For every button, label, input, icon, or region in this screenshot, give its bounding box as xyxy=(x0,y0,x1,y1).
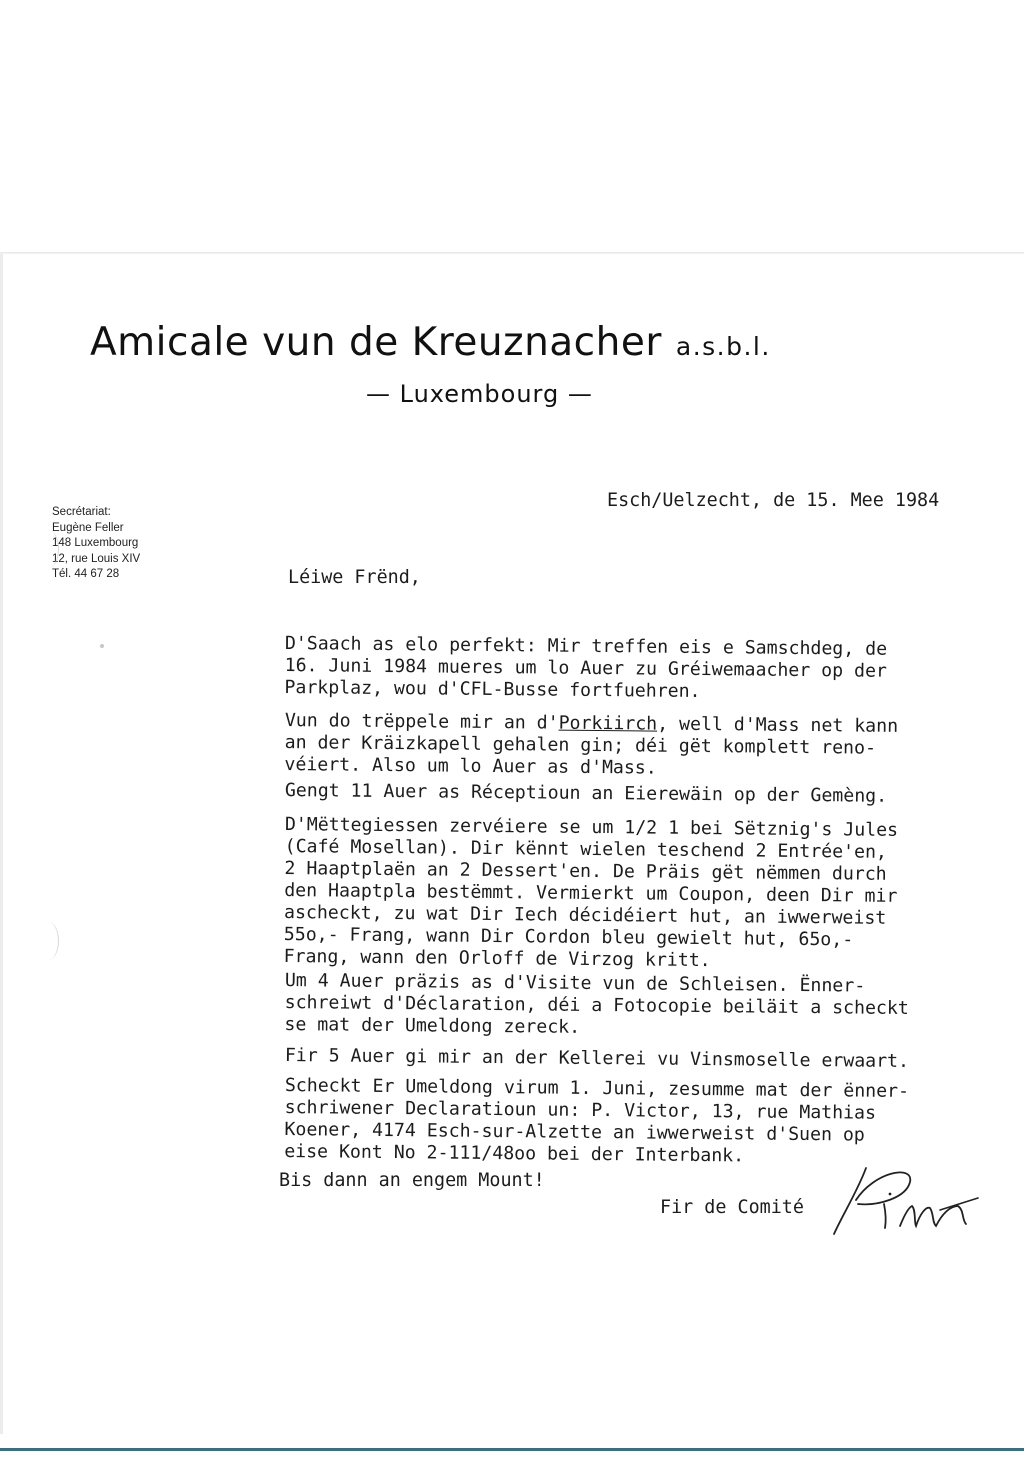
secretariat-postcode: 148 Luxembourg xyxy=(52,537,139,550)
letter-line: Koener, 4174 Esch-sur-Alzette an iwwerweist d'Suen op xyxy=(284,1118,865,1146)
letter-line: véiert. Also um lo Auer as d'Mass. xyxy=(284,753,657,779)
letter-line: ascheckt, zu wat Dir Iech décidéiert hut, an iwwerweist xyxy=(283,901,887,929)
letter-paragraph xyxy=(284,633,1023,706)
letter-paragraph xyxy=(285,780,1023,809)
letter-signoff: Fir de Comité xyxy=(660,1197,804,1218)
paper-left-edge xyxy=(0,254,3,1434)
letter-paragraph xyxy=(284,814,1023,975)
paper-speck xyxy=(100,644,104,648)
letter-line: schreiwt d'Déclaration, déi a Fotocopie beiläit a scheckt xyxy=(284,991,909,1019)
letter-line: 16. Juni 1984 mueres um lo Auer zu Gréiwemaacher op der xyxy=(284,654,888,682)
letter-paragraph xyxy=(284,1075,1023,1170)
letter-line: Um 4 Auer präzis as d'Visite vun de Schleisen. Ënner- xyxy=(284,970,866,997)
letter-line: (Café Mosellan). Dir kënnt wielen teschend 2 Entrée'en, xyxy=(284,835,888,863)
letter-line: schriwener Declaratioun un: P. Victor, 13, rue Mathias xyxy=(284,1096,877,1124)
letter-line: D'Saach as elo perfekt: Mir treffen eis e Samschdeg, de xyxy=(284,633,888,660)
letter-salutation: Léiwe Frënd, xyxy=(288,567,421,588)
letter-line-part: Vun do trëppele mir an d' xyxy=(284,710,559,734)
letter-line: D'Mëttegiessen zervéiere se um 1/2 1 bei Sëtznig's Jules xyxy=(284,814,899,841)
underlined-word: Porkiirch xyxy=(558,712,658,735)
letter-date: Esch/Uelzecht, de 15. Mee 1984 xyxy=(607,490,940,511)
letter-line: 55o,- Frang, wann Dir Cordon bleu gewielt hut, 65o,- xyxy=(283,923,854,951)
letter-line: Gengt 11 Auer as Réceptioun an Eierewäin op der Gemèng. xyxy=(284,780,888,807)
letter-line: eise Kont No 2-111/48oo bei der Interbank. xyxy=(284,1140,745,1167)
secretariat-name: Eugène Feller xyxy=(52,521,124,534)
letter-paragraph xyxy=(285,1045,1023,1074)
punch-hole-mark xyxy=(38,922,59,960)
bottom-border-line xyxy=(0,1448,1024,1451)
letter-line: an der Kräizkapell gehalen gin; déi gët komplett reno- xyxy=(284,731,877,759)
letter-line: se mat der Umeldong zereck. xyxy=(284,1013,581,1038)
punch-hole-mark xyxy=(38,530,59,568)
letter-closing: Bis dann an engem Mount! xyxy=(279,1170,545,1191)
org-suffix: a.s.b.l. xyxy=(675,332,771,361)
letter-line: Parkplaz, wou d'CFL-Busse fortfuehren. xyxy=(284,676,701,702)
secretariat-label: Secrétariat: xyxy=(52,506,111,518)
letter-line: Fir 5 Auer gi mir an der Kellerei vu Vinsmoselle erwaart. xyxy=(284,1045,910,1072)
letter-line: den Haaptpla bestëmmt. Vermierkt um Coupon, deen Dir mir xyxy=(284,879,898,907)
letter-line: 2 Haaptplaën an 2 Dessert'en. De Präis gët nëmmen durch xyxy=(284,857,887,885)
secretariat-phone: Tél. 44 67 28 xyxy=(52,568,120,581)
letterhead-title xyxy=(90,320,771,365)
letter-paragraph xyxy=(284,710,1023,783)
letter-line-part: , well d'Mass net kann xyxy=(657,713,899,737)
org-name: Amicale vun de Kreuznacher xyxy=(90,320,662,365)
letter-line: Frang, wann den Orloff de Virzog kritt. xyxy=(283,945,711,972)
letter-line: Scheckt Er Umeldong virum 1. Juni, zesumme mat der ënner- xyxy=(284,1075,910,1102)
handwritten-signature xyxy=(828,1160,988,1240)
letterhead-city: — Luxembourg — xyxy=(366,380,593,408)
letter-paragraph xyxy=(284,970,1023,1043)
paper-top-edge xyxy=(0,252,1024,254)
secretariat-street: 12, rue Louis XIV xyxy=(52,552,141,565)
secretariat-address-block xyxy=(52,505,140,583)
